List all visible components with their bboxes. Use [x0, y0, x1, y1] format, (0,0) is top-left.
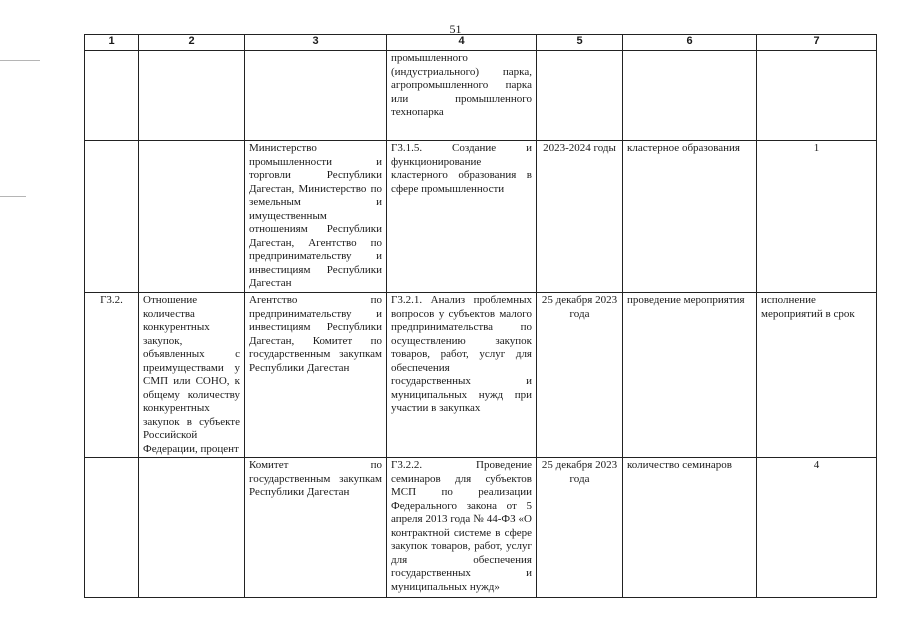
table-row [85, 293, 877, 458]
column-header: 1 [85, 35, 139, 51]
cell-indicator: Отношение количества конкурентных закупок, объявленных с преимуществами у СМП или СОНО, к общему количеству конкурентных закупок в субъекте Российской Федерации, процент [139, 293, 245, 458]
cell-measure: Г3.1.5. Создание и функционирование кластерного образования в сфере промышленности [387, 141, 537, 293]
cell-deadline: 2023-2024 годы [537, 141, 623, 293]
cell-result [623, 51, 757, 141]
cell-responsible: Комитет по государственным закупкам Республики Дагестан [245, 458, 387, 598]
cell-responsible [245, 51, 387, 141]
cell-indicator [139, 458, 245, 598]
cell-indicator [139, 51, 245, 141]
cell-value: 4 [757, 458, 877, 598]
cell-result: проведение мероприятия [623, 293, 757, 458]
cell-value [757, 51, 877, 141]
cell-result: количество семинаров [623, 458, 757, 598]
cell-code: Г3.2. [85, 293, 139, 458]
cell-value: 1 [757, 141, 877, 293]
column-header: 5 [537, 35, 623, 51]
table-row [85, 141, 877, 293]
cell-deadline: 25 декабря 2023 года [537, 458, 623, 598]
cell-code [85, 141, 139, 293]
cell-deadline [537, 51, 623, 141]
cell-measure: Г3.2.2. Проведение семинаров для субъектов МСП по реализации Федерального закона от 5 апреля 2013 года № 44-ФЗ «О контрактной системе в сфере закупок товаров, работ, услуг для обеспечения государственных и муниципальных нужд» [387, 458, 537, 598]
column-header: 6 [623, 35, 757, 51]
table-row [85, 51, 877, 141]
page-number: 51 [449, 22, 462, 36]
column-header: 2 [139, 35, 245, 51]
cell-responsible: Агентство по предпринимательству и инвестициям Республики Дагестан, Комитет по государственным закупкам Республики Дагестан [245, 293, 387, 458]
scan-mark [0, 196, 26, 197]
cell-responsible: Министерство промышленности и торговли Республики Дагестан, Министерство по земельным и имущественным отношениям Республики Дагестан, Агентство по предпринимательству и инвестициям Республики Дагестан [245, 141, 387, 293]
cell-measure: промышленного (индустриального) парка, агропромышленного парка или промышленного технопарка [387, 51, 537, 141]
table-header-row [85, 35, 877, 51]
cell-deadline: 25 декабря 2023 года [537, 293, 623, 458]
cell-result: кластерное образования [623, 141, 757, 293]
cell-code [85, 51, 139, 141]
cell-value: исполнение мероприятий в срок [757, 293, 877, 458]
column-header: 7 [757, 35, 877, 51]
cell-code [85, 458, 139, 598]
column-header: 3 [245, 35, 387, 51]
cell-measure: Г3.2.1. Анализ проблемных вопросов у субъектов малого предпринимательства по осуществлению закупок товаров, работ, услуг для обеспечения государственных и муниципальных нужд при участии в закупках [387, 293, 537, 458]
table-row [85, 458, 877, 598]
column-header: 4 [387, 35, 537, 51]
plan-table [84, 34, 877, 598]
cell-indicator [139, 141, 245, 293]
scan-mark [0, 60, 40, 61]
